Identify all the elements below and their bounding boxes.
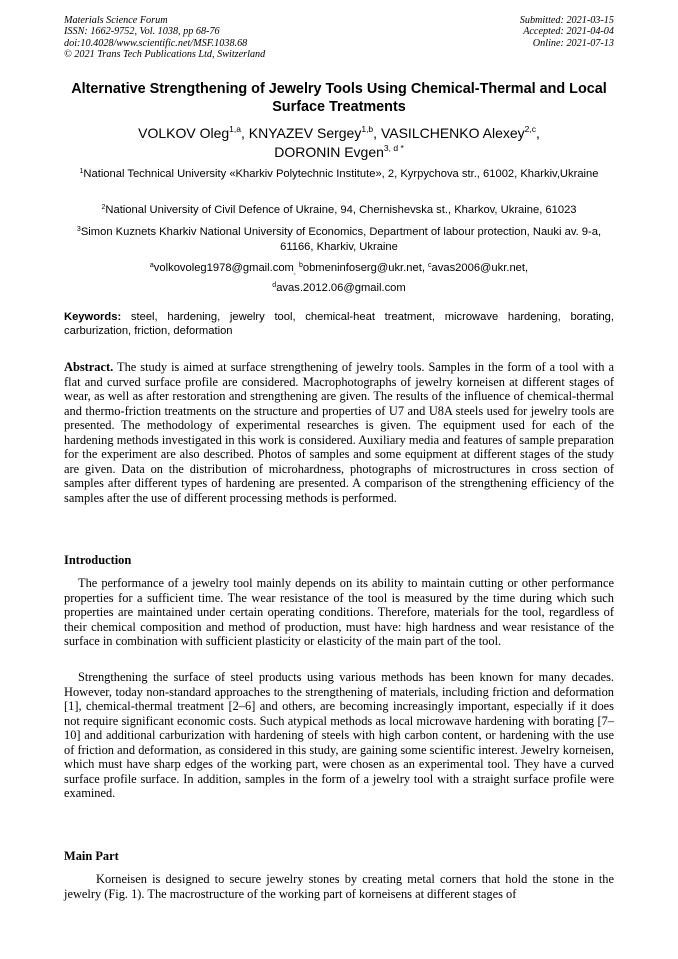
- affiliation-1: [64, 167, 614, 182]
- email-link[interactable]: avas2006@ukr.net: [431, 262, 525, 274]
- author-separator: ,: [373, 125, 381, 141]
- author-separator: ,: [535, 125, 540, 141]
- abstract-text: The study is aimed at surface strengthening of jewelry tools. Samples in the form of a tool with a flat and curved surface profile are considered. Macrophotographs of jewelry korneisen at different stages of wear, as well as after restoration and strengthening are given. The results of the influence of chemical-thermal and thermo-friction treatments on the structure and properties of U7 and U8A steels used for jewelry tools are presented. The methodology of experimental researches is given. The equipment used for each of the hardening methods investigated in this work is considered. Auxiliary media and features of sample preparation for the experiment are also described. Photos of samples and some equipment at different stages of the study are given. Data on the distribution of microhardness, photographs of microstructures in cross section of samples after different types of hardening are presented. A comparison of the strengthening efficiency of the samples after the use of different processing methods is performed.: [64, 360, 614, 505]
- affiliation-text: National University of Civil Defence of Ukraine, 94, Chernishevska st., Kharkov, Ukraine, 61023: [105, 204, 577, 216]
- email-link[interactable]: volkovoleg1978@gmail.com: [153, 262, 294, 274]
- author-emails: $^a$volkovoleg1978@gmail.com$_,$ $^b$obmeninfoserg@ukr.net, $^c$avas2006@ukr.net, $^d$avas.2012.06@gmail.com: [149, 262, 529, 295]
- author-name: VOLKOV Oleg: [138, 125, 230, 141]
- affiliation-text: National Technical University «Kharkiv Polytechnic Institute», 2, Kyrpychova str., 61002, Kharkiv,Ukraine: [83, 168, 599, 180]
- paper-title: Alternative Strengthening of Jewelry Tools Using Chemical-Thermal and Local Surface Treatments: [71, 81, 607, 115]
- affiliation-2: [64, 203, 614, 218]
- author-separator: ,: [241, 125, 249, 141]
- section-heading-main-part: Main Part: [64, 849, 119, 863]
- author-affiliation-mark: 3, d *: [383, 143, 404, 153]
- affiliation-number: 1: [79, 168, 84, 175]
- keywords-text: steel, hardening, jewelry tool, chemical-heat treatment, microwave hardening, borating, carburization, friction, deformation: [64, 311, 614, 338]
- author-affiliation-mark: 2,c: [524, 124, 536, 134]
- accepted-date: Accepted: 2021-04-04: [523, 26, 614, 38]
- body-paragraph: Korneisen is designed to secure jewelry stones by creating metal corners that hold the stone in the jewelry (Fig. 1). The macrostructure of the working part of korneisens at different stages of: [64, 872, 614, 901]
- author-list: [56, 124, 622, 162]
- author-name: DORONIN Evgen: [274, 144, 384, 160]
- author-name: KNYAZEV Sergey: [248, 125, 362, 141]
- affiliation-number: 3: [76, 226, 81, 233]
- email-mark: a: [149, 262, 154, 269]
- author-affiliation-mark: 1,b: [361, 124, 374, 134]
- affiliation-number: 2: [101, 204, 106, 211]
- abstract: [64, 360, 614, 505]
- author-name: VASILCHENKO Alexey: [380, 125, 525, 141]
- author-affiliation-mark: 1,a: [229, 124, 241, 134]
- section-heading-introduction: Introduction: [64, 553, 132, 567]
- email-mark: d: [272, 282, 277, 290]
- email-link[interactable]: obmeninfoserg@ukr.net: [302, 262, 422, 274]
- body-paragraph: The performance of a jewelry tool mainly depends on its ability to maintain cutting or other performance properties for a sufficient time. The wear resistance of the tool is measured by the time during which such properties are maintained under certain operating conditions. Therefore, materials for the tool, regardless of their chemical composition and method of production, must have: high hardness and wear resistance of the surface in combination with sufficient plasticity or elasticity of the main part of the tool.: [64, 576, 614, 648]
- journal-info: [64, 15, 265, 60]
- email-mark: c: [428, 262, 432, 269]
- body-paragraph: Strengthening the surface of steel products using various methods has been known for many decades. However, today non-standard approaches to the strengthening of materials, including friction and deformation [1], chemical-thermal treatment [2–6] and others, are becoming increasingly important, especially if it does not require significant economic costs. Such atypical methods as local microwave hardening with borating [7–10] and additional carburization with hardening of steels with high carbon content, or hardening with the use of friction and deformation, as considered in this study, are gaining some scientific interest. Jewelry korneisen, which must have sharp edges of the working part, were chosen as an experimental tool. They have a curved surface profile surface. In addition, samples in the form of a jewelry tool with a straight surface profile were examined.: [64, 670, 614, 800]
- submission-dates: [520, 15, 614, 49]
- journal-name: Materials Science Forum: [64, 15, 168, 26]
- affiliation-3: [64, 225, 614, 255]
- email-link[interactable]: avas.2012.06@gmail.com: [276, 282, 406, 295]
- email-mark: b: [298, 262, 303, 269]
- journal-copyright: © 2021 Trans Tech Publications Ltd, Switzerland: [64, 48, 266, 60]
- keywords-label: Keywords:: [64, 311, 122, 323]
- journal-doi: doi:10.4028/www.scientific.net/MSF.1038.68: [64, 37, 248, 49]
- affiliation-text: Simon Kuznets Kharkiv National University of Economics, Department of labour protection, Nauki av. 9-a, 61166, Kharkiv, Ukraine: [80, 226, 602, 253]
- keywords: [64, 310, 614, 339]
- journal-issn: ISSN: 1662-9752, Vol. 1038, pp 68-76: [64, 26, 220, 38]
- submitted-date: Submitted: 2021-03-15: [519, 15, 614, 26]
- abstract-label: Abstract.: [64, 360, 114, 374]
- online-date: Online: 2021-07-13: [532, 37, 614, 49]
